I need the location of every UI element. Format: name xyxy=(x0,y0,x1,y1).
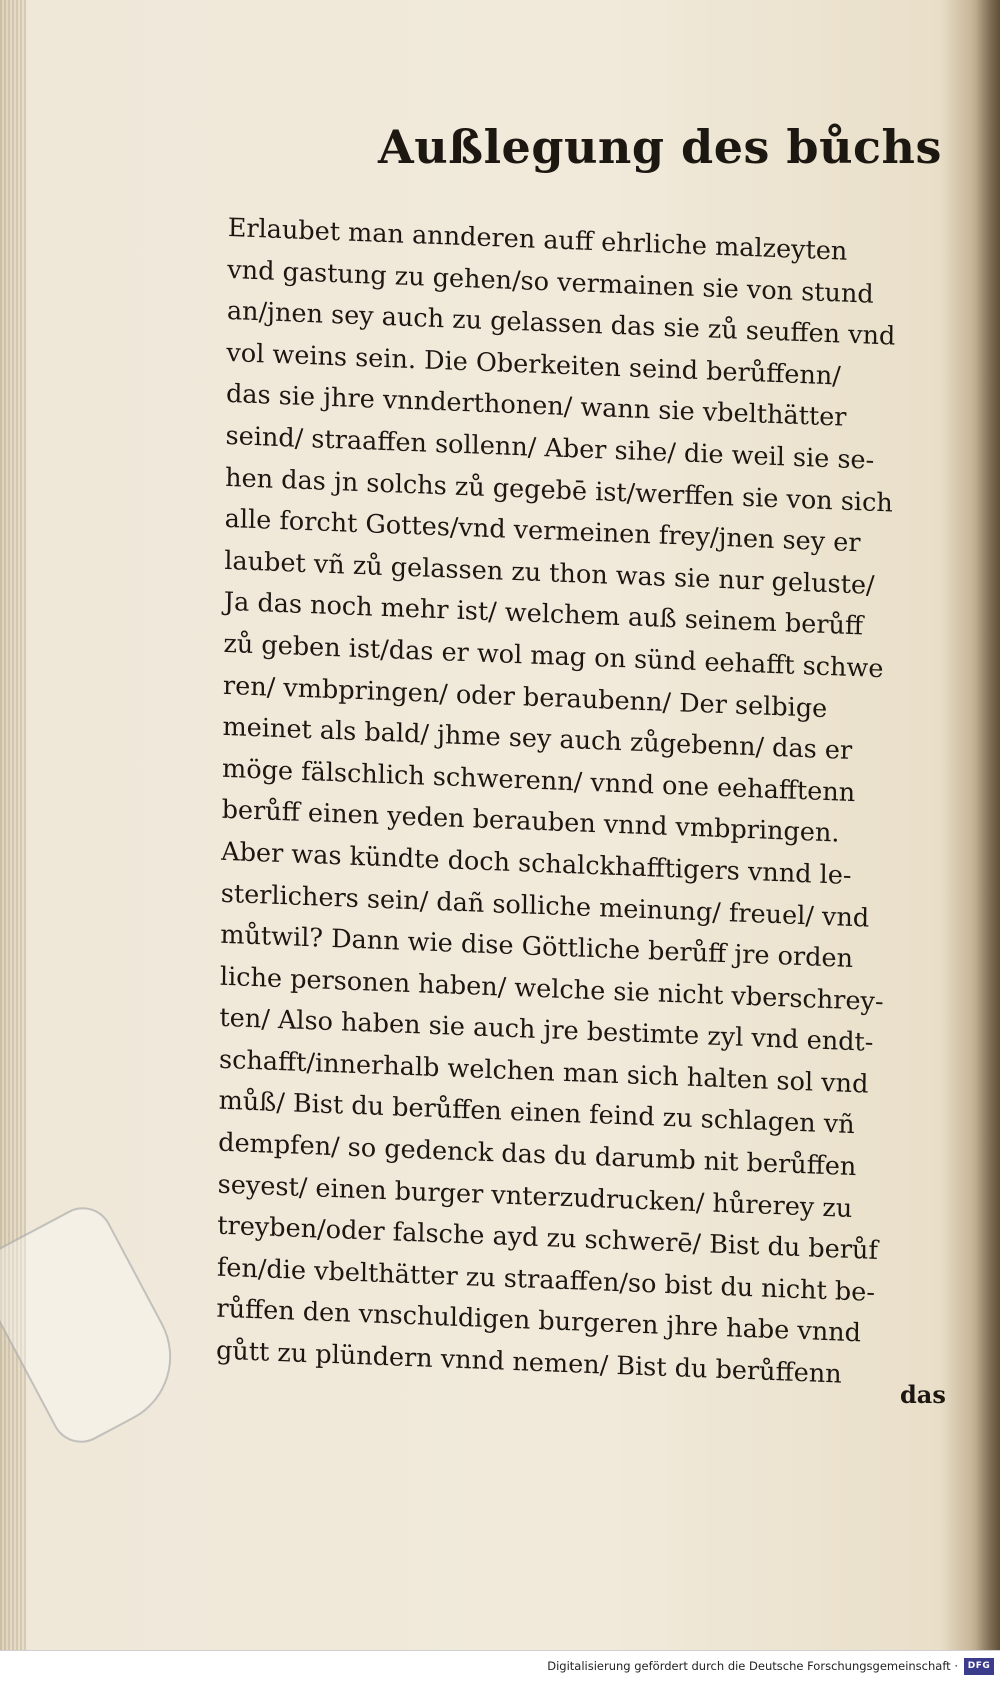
text-line: hen das jn solchs zů gegebē ist/werffen sie von sich xyxy=(225,462,893,519)
footer-bar xyxy=(0,1650,1000,1684)
text-line: ren/ vmbpringen/ oder beraubenn/ Der selbige xyxy=(222,670,828,724)
text-line: laubet vñ zů gelassen zu thon was sie nur geluste/ xyxy=(224,545,875,601)
text-line: Ja das noch mehr ist/ welchem auß seinem berůff xyxy=(223,587,864,642)
text-line: liche personen haben/ welche sie nicht vberschrey- xyxy=(219,961,884,1017)
text-line: seyest/ einen burger vnterzudrucken/ hůrerey zu xyxy=(217,1169,853,1224)
text-line: fen/die vbelthätter zu straaffen/so bist du nicht be- xyxy=(216,1252,876,1308)
text-line: meinet als bald/ jhme sey auch zůgebenn/ das er xyxy=(222,711,853,767)
catchword: das xyxy=(900,1380,946,1409)
text-line: alle forcht Gottes/vnd vermeinen frey/jnen sey er xyxy=(224,504,861,559)
text-line: sterlichers sein/ dañ solliche meinung/ freuel/ vnd xyxy=(220,878,870,934)
text-line: růffen den vnschuldigen burgeren jhre habe vnnd xyxy=(216,1294,862,1349)
running-heading: Außlegung des bůchs xyxy=(378,120,942,174)
text-line: Aber was kündte doch schalckhafftigers vnnd le- xyxy=(221,836,852,891)
text-line: ten/ Also haben sie auch jre bestimte zyl vnd endt- xyxy=(219,1003,874,1059)
text-line: dempfen/ so gedenck das du darumb nit berůffen xyxy=(218,1127,857,1183)
text-line: möge fälschlich schwerenn/ vnnd one eehafftenn xyxy=(221,753,856,808)
text-line: treyben/oder falsche ayd zu schwerē/ Bist du berůf xyxy=(217,1210,879,1267)
dfg-logo: DFG xyxy=(964,1658,994,1675)
text-line: berůff einen yeden berauben vnnd vmbpringen. xyxy=(221,795,840,849)
body-text xyxy=(216,208,968,1401)
text-line: můtwil? Dann wie dise Göttliche berůff jre orden xyxy=(220,919,854,975)
text-line: vnd gastung zu gehen/so vermainen sie von stund xyxy=(227,254,874,310)
paper-clip xyxy=(0,1197,196,1454)
text-line: an/jnen sey auch zu gelassen das sie zů seuffen vnd xyxy=(226,296,896,352)
footer-credit: Digitalisierung gefördert durch die Deutsche Forschungsgemeinschaft · xyxy=(547,1659,958,1673)
text-line: vol weins sein. Die Oberkeiten seind berůffenn/ xyxy=(226,337,842,392)
text-line: Erlaubet man annderen auff ehrliche malzeyten xyxy=(227,212,848,267)
text-line: zů geben ist/das er wol mag on sünd eehafft schwe xyxy=(223,628,884,685)
text-line: gůtt zu plündern vnnd nemen/ Bist du berůffenn xyxy=(215,1335,842,1390)
text-line: das sie jhre vnnderthonen/ wann sie vbelthätter xyxy=(225,379,847,434)
page-right-shadow xyxy=(976,0,1000,1650)
page-left-edge xyxy=(0,0,26,1650)
text-line: můß/ Bist du berůffen einen feind zu schlagen vñ xyxy=(218,1086,855,1141)
text-line: schafft/innerhalb welchen man sich halten sol vnd xyxy=(218,1044,869,1100)
text-line: seind/ straaffen sollenn/ Aber sihe/ die weil sie se- xyxy=(225,420,875,476)
